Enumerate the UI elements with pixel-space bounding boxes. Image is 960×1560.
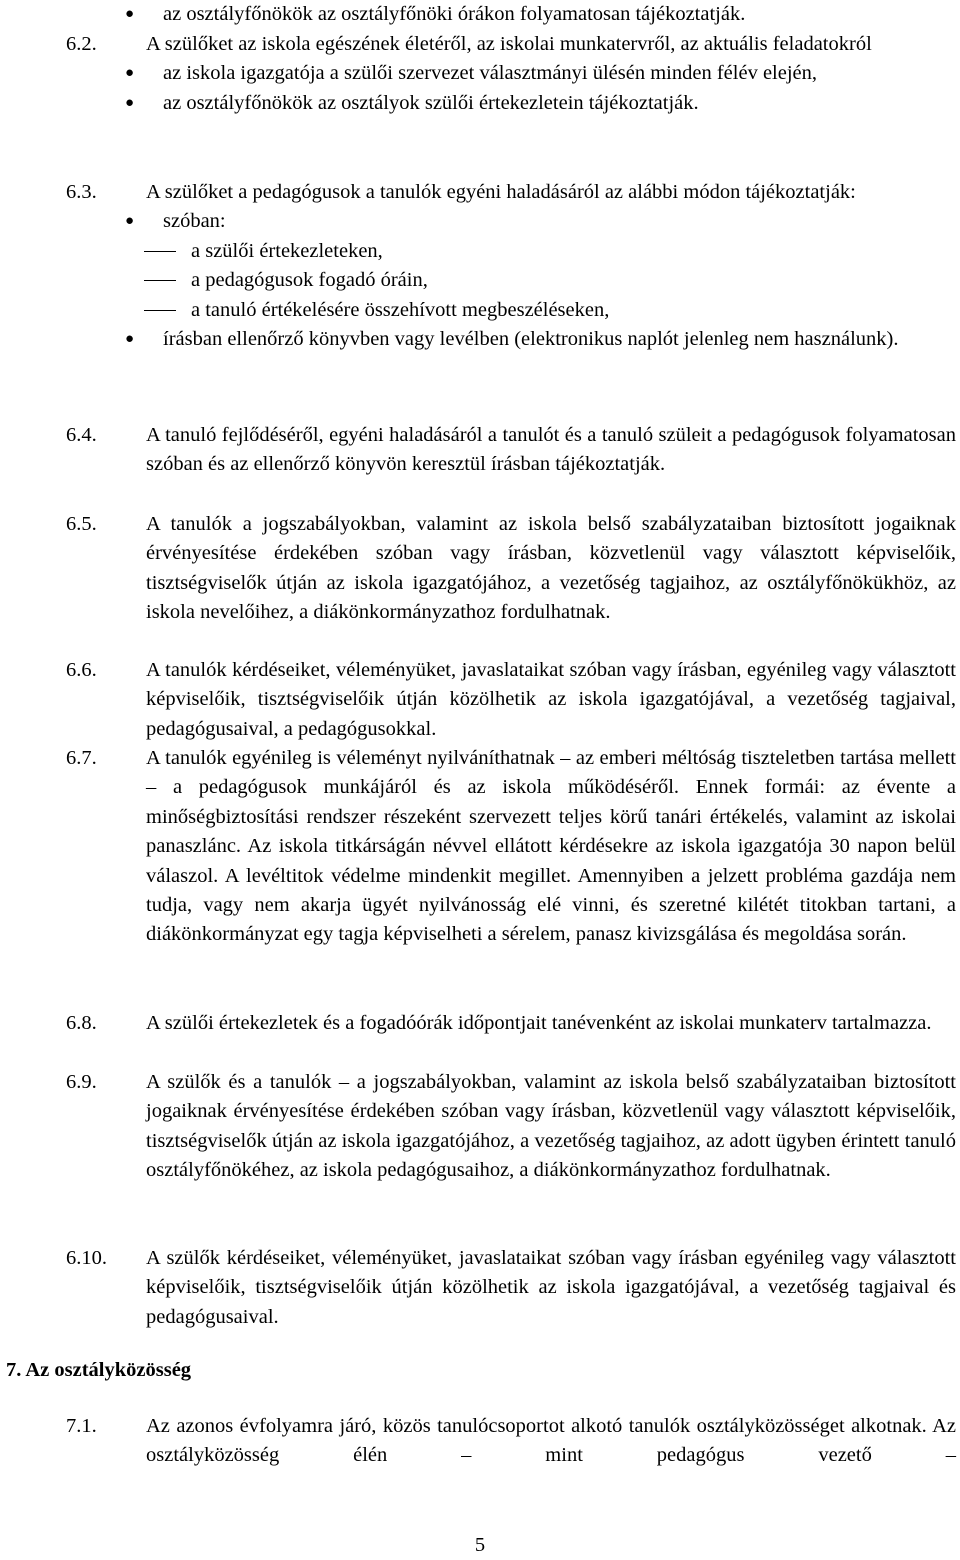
section-number: 6.10. xyxy=(66,1247,107,1269)
section-text: A tanulók a jogszabályokban, valamint az iskola belső szabályzataiban biztosított jogaiknak érvényesítése érdekében szóban vagy írásban, közvetlenül vagy választott képviselőik, tisztségviselők útján az iskola igazgatójához, a vezetőség tagjaihoz, az osztályfőnökükhöz, az iskola nevelőihez, a diákönkormányzathoz fordulhatnak. xyxy=(146,513,956,624)
dash-text: a tanuló értékelésére összehívott megbeszéléseken, xyxy=(191,298,610,321)
bullet-icon: ● xyxy=(125,65,135,82)
section-text: A tanulók kérdéseiket, véleményüket, javaslataikat szóban vagy írásban, egyénileg vagy választott képviselőik, tisztségviselőik útján közölhetik az iskola igazgatójával, a vezetőség tagjaival, pedagógusaival, a pedagógusokkal. xyxy=(146,659,956,740)
bullet-row xyxy=(125,0,956,29)
bullet-row xyxy=(125,59,956,88)
section-7-1 xyxy=(66,1412,956,1471)
lead-bullet-item xyxy=(66,0,956,29)
section-number: 6.8. xyxy=(66,1012,97,1034)
dash-icon xyxy=(144,251,176,252)
section-text: A szülőket az iskola egészének életéről, az iskolai munkatervről, az aktuális feladatokról xyxy=(146,33,872,55)
section-text: A tanuló fejlődéséről, egyéni haladásáról a tanulót és a tanuló szüleit a pedagógusok folyamatosan szóban és az ellenőrző könyvön keresztül írásban tájékoztatják. xyxy=(146,424,956,476)
bullet-text: az osztályfőnökök az osztályok szülői értekezletein tájékoztatják. xyxy=(163,91,699,114)
dash-text: a pedagógusok fogadó óráin, xyxy=(191,269,428,292)
section-text: A tanulók egyénileg is véleményt nyilváníthatnak – az emberi méltóság tiszteletben tartása mellett – a pedagógusok munkájáról és az iskola működéséről. Ennek formái: az évente a minőségbiztosítási rendszer részeként szervezett teljes körű tanári értékelés, valamint az iskolai panaszlánc. Az iskola titkárságán névvel ellátott kérdésekre az iskola igazgatója 30 napon belül válaszol. A levéltitok védelme mindenkit megillet. Amennyiben a jelzett probléma gazdája nem tudja, vagy nem akarja ügyét nyilvánosság elé vinni, és szeretné kilétét titokban tartani, a diákönkormányzat egy tagja képviselheti a sérelem, panasz kivizsgálása és megoldása során. xyxy=(146,747,956,946)
section-text: A szülők kérdéseiket, véleményüket, javaslataikat szóban vagy írásban egyénileg vagy választott képviselőik, tisztségviselőik útján közölhetik az iskola igazgatójával, a vezetőség tagjaival és pedagógusaival. xyxy=(146,1247,956,1328)
section-number: 6.2. xyxy=(66,33,97,55)
section-number: 6.3. xyxy=(66,181,97,203)
section-text: A szülői értekezletek és a fogadóórák időpontjait tanévenként az iskolai munkaterv tartalmazza. xyxy=(146,1012,932,1034)
bullet-row xyxy=(125,325,956,354)
bullet-icon: ● xyxy=(125,6,135,22)
section-6-4 xyxy=(66,421,956,480)
section-6-7 xyxy=(66,744,956,950)
bullet-row xyxy=(125,89,956,118)
section-number: 6.4. xyxy=(66,424,97,446)
bullet-text: az iskola igazgatója a szülői szervezet választmányi ülésén minden félév elején, xyxy=(163,62,818,85)
chapter-heading: 7. Az osztályközösség xyxy=(6,1359,192,1381)
section-6-2 xyxy=(66,30,956,118)
section-text: Az azonos évfolyamra járó, közös tanulócsoportot alkotó tanulók osztályközösséget alkotnak. Az osztályközösség élén – mint pedagógus vezető – xyxy=(146,1415,956,1467)
bullet-text: az osztályfőnökök az osztályfőnöki órákon folyamatosan tájékoztatják. xyxy=(163,3,746,25)
section-6-5 xyxy=(66,510,956,628)
bullet-row xyxy=(125,207,956,236)
section-number: 6.7. xyxy=(66,747,97,769)
section-number: 7.1. xyxy=(66,1415,97,1437)
section-6-10 xyxy=(66,1244,956,1332)
section-number: 6.5. xyxy=(66,513,97,535)
section-number: 6.9. xyxy=(66,1071,97,1093)
bullet-icon: ● xyxy=(125,331,135,348)
bullet-icon: ● xyxy=(125,94,135,111)
section-6-9 xyxy=(66,1068,956,1186)
dash-row xyxy=(144,237,956,266)
dash-row xyxy=(144,266,956,295)
dash-row xyxy=(144,296,956,325)
section-number: 6.6. xyxy=(66,659,97,681)
dash-icon xyxy=(144,310,176,311)
page-number: 5 xyxy=(474,1534,486,1556)
dash-icon xyxy=(144,280,176,281)
bullet-icon: ● xyxy=(125,213,135,230)
section-6-3 xyxy=(66,178,956,354)
bullet-text: írásban ellenőrző könyvben vagy levélben (elektronikus naplót jelenleg nem használunk). xyxy=(163,328,899,351)
section-text: A szülőket a pedagógusok a tanulók egyéni haladásáról az alábbi módon tájékoztatják: xyxy=(146,181,856,203)
section-6-8 xyxy=(66,1009,956,1038)
section-text: A szülők és a tanulók – a jogszabályokban, valamint az iskola belső szabályzataiban biztosított jogaiknak érvényesítése érdekében szóban vagy írásban, közvetlenül vagy választott képviselőik, tisztségviselők útján az iskola igazgatójához, a vezetőség tagjaihoz, az adott ügyben érintett tanuló osztályfőnökéhez, az iskola pedagógusaihoz, a diákönkormányzathoz fordulhatnak. xyxy=(146,1071,956,1182)
dash-text: a szülői értekezleteken, xyxy=(191,239,383,262)
section-6-6 xyxy=(66,656,956,744)
bullet-text: szóban: xyxy=(163,210,226,233)
